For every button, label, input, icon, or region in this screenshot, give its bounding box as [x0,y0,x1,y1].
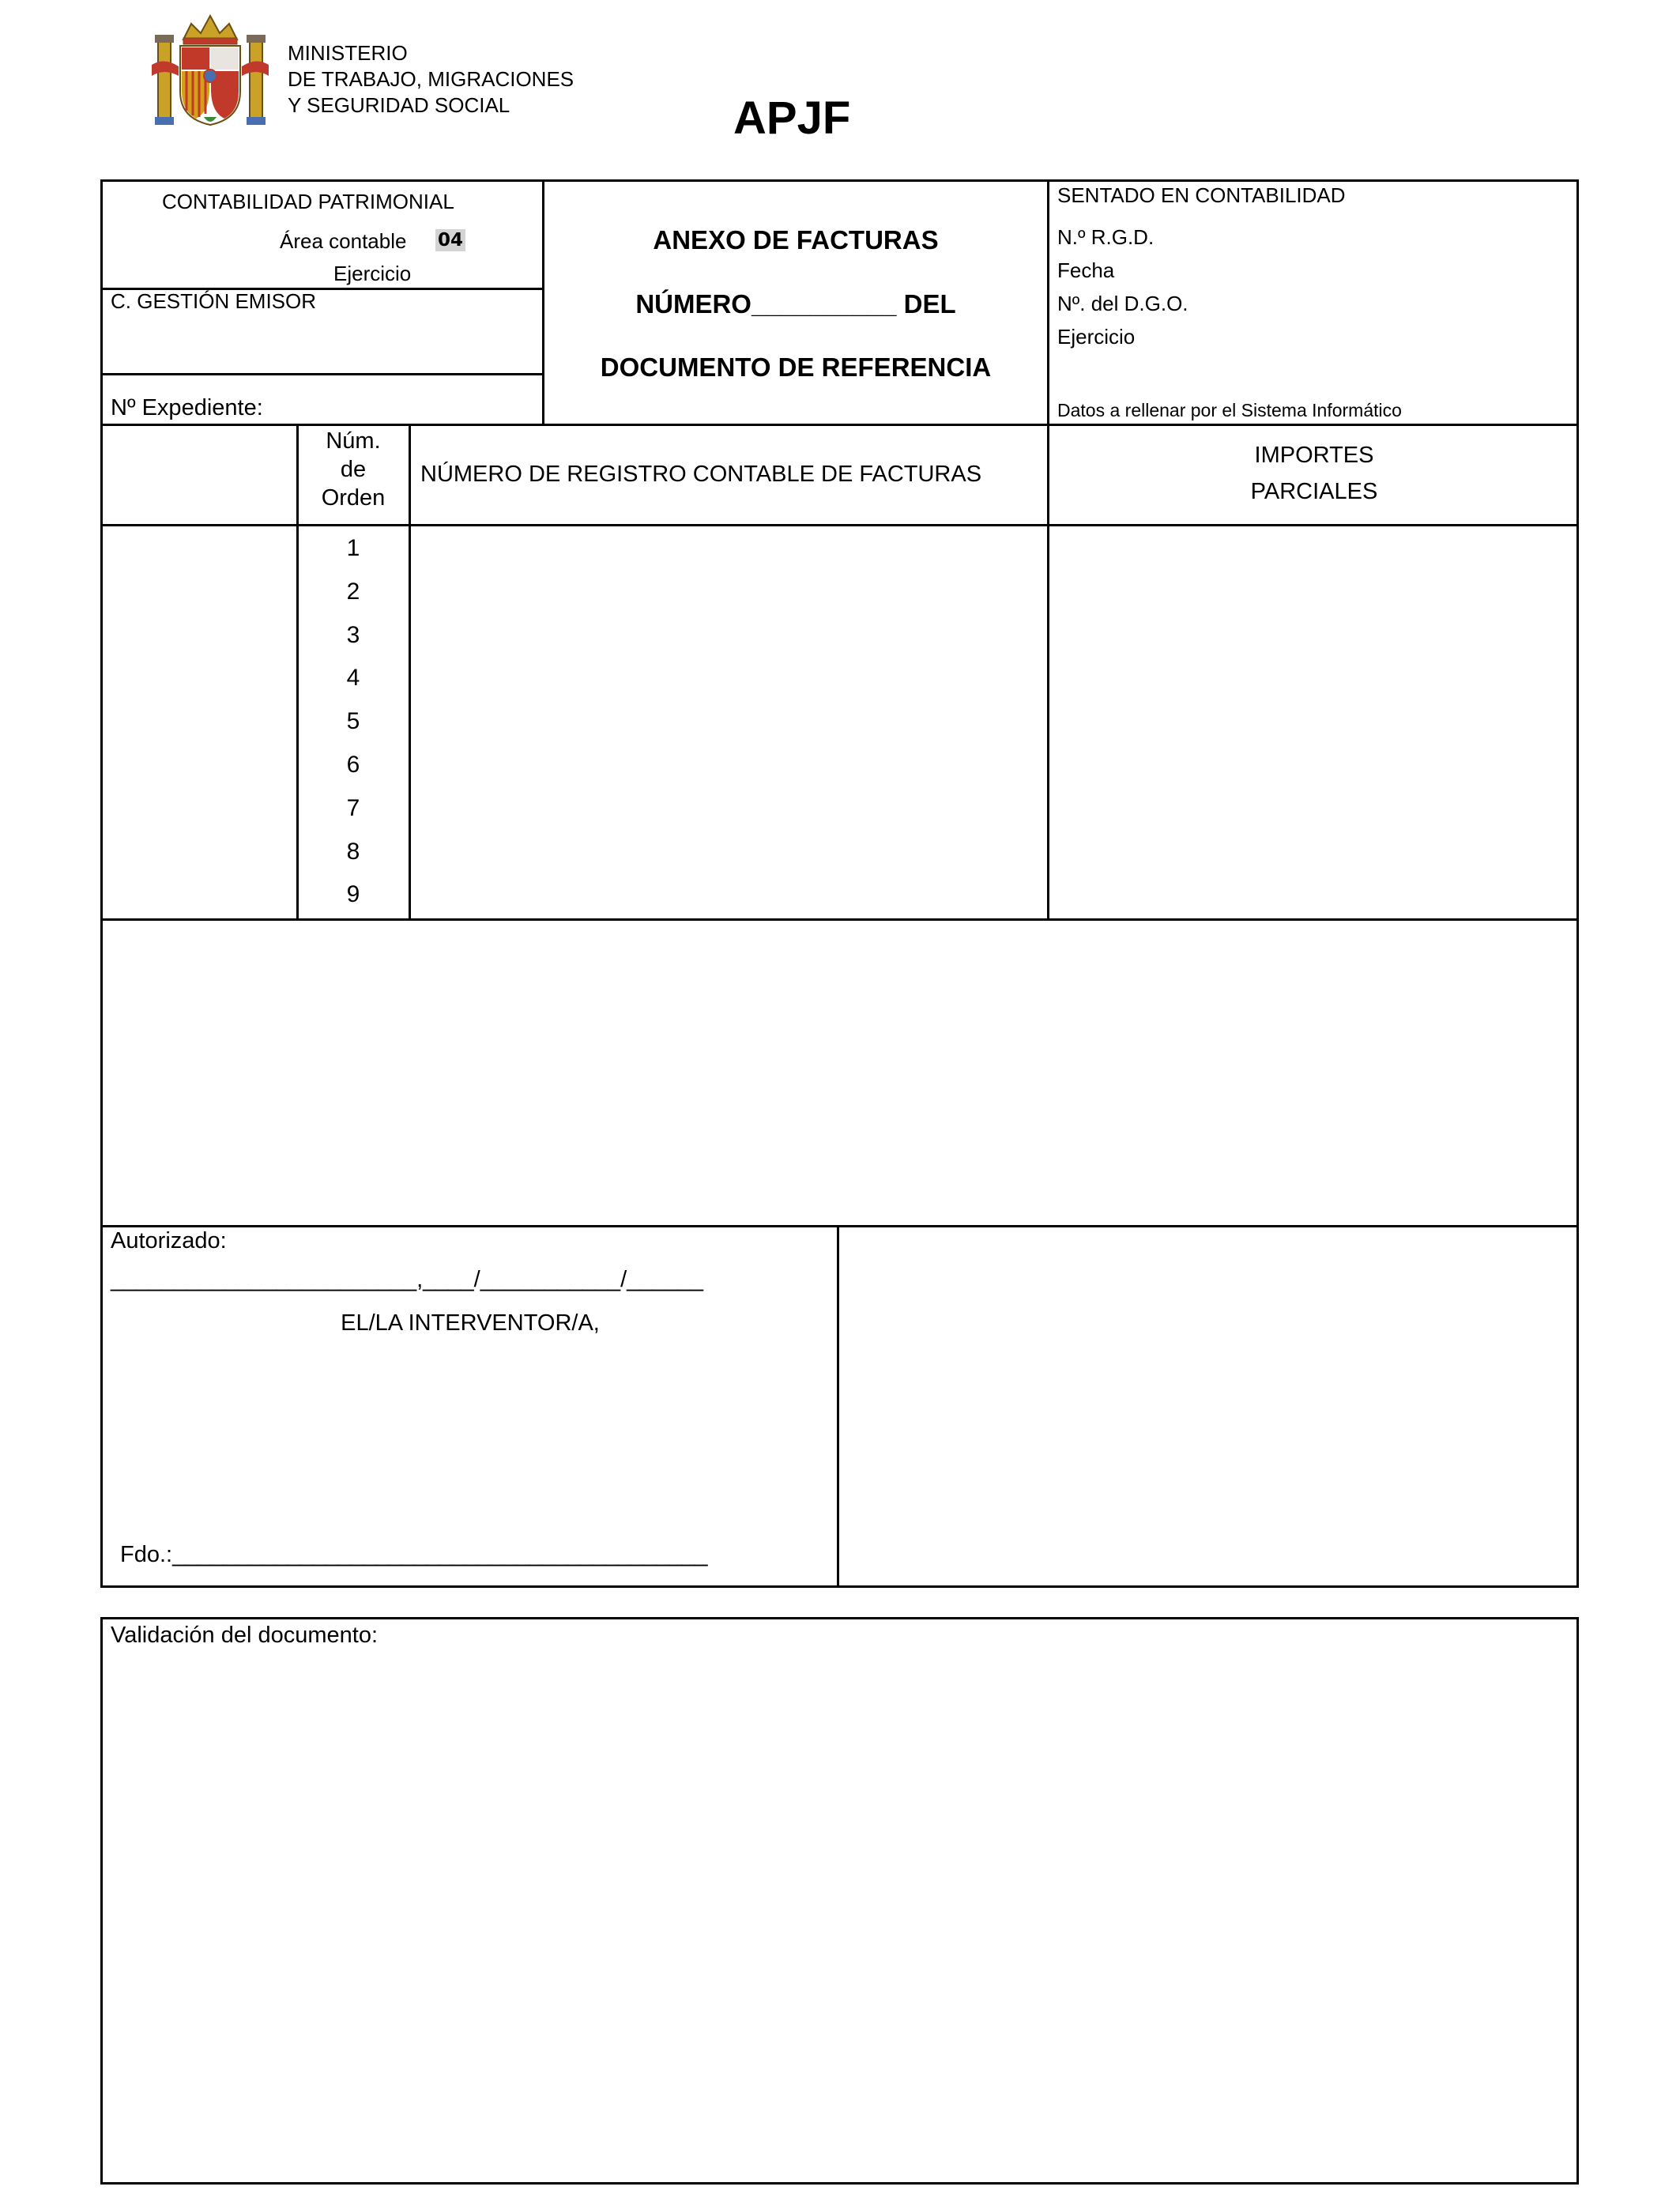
expediente-label: Nº Expediente: [111,395,263,420]
divider [837,1225,839,1588]
row-number: 2 [346,579,360,605]
row-number: 6 [346,752,360,778]
divider [1047,179,1049,426]
divider [100,373,544,375]
row-number: 3 [346,622,360,648]
date-line: ________________________,____/___________/______ [111,1267,703,1292]
coat-of-arms-logo [152,9,269,130]
ministry-line-2: DE TRABAJO, MIGRACIONES [288,67,574,91]
col-importes-header-2: PARCIALES [1250,479,1378,504]
gestion-emisor-label: C. GESTIÓN EMISOR [111,289,317,313]
interventor-role: EL/LA INTERVENTOR/A, [341,1310,600,1336]
validation-label: Validación del documento: [111,1623,379,1648]
anexo-facturas-title: ANEXO DE FACTURAS [653,225,939,254]
documento-referencia-line: DOCUMENTO DE REFERENCIA [600,352,992,382]
validation-section [100,1617,1579,2185]
ministry-line-3: Y SEGURIDAD SOCIAL [288,93,510,117]
ejercicio-label: Ejercicio [333,262,412,285]
area-contable-value: 04 [435,229,465,251]
row-number: 5 [346,708,360,734]
ejercicio-right-label: Ejercicio [1057,325,1136,349]
sentado-contabilidad-title: SENTADO EN CONTABILIDAD [1057,183,1346,207]
row-number: 7 [346,795,360,821]
dgo-label: Nº. del D.G.O. [1057,292,1188,315]
signature-line: Fdo.:__________________________________________ [120,1542,708,1567]
numero-del-line: NÚMERO__________ DEL [635,289,956,319]
col-importes-header-1: IMPORTES [1254,443,1374,468]
ministry-line-1: MINISTERIO [288,41,408,65]
col-registro-header: NÚMERO DE REGISTRO CONTABLE DE FACTURAS [420,462,982,487]
row-number: 1 [346,535,360,561]
autorizado-label: Autorizado: [111,1228,227,1253]
area-contable-label: Área contable [280,229,407,253]
rgd-label: N.º R.G.D. [1057,225,1155,249]
col-orden-header-3: Orden [321,485,386,511]
col-orden-header-2: de [340,457,367,482]
fecha-label: Fecha [1057,258,1115,282]
table-header-divider [100,524,1579,526]
blank-section [100,918,1579,1227]
system-note: Datos a rellenar por el Sistema Informático [1057,400,1402,420]
row-number: 8 [346,839,360,865]
col-orden-header-1: Núm. [326,428,381,454]
row-number: 4 [346,665,360,691]
form-code: APJF [733,92,851,144]
contabilidad-patrimonial-title: CONTABILIDAD PATRIMONIAL [162,190,454,213]
row-number: 9 [346,881,360,907]
